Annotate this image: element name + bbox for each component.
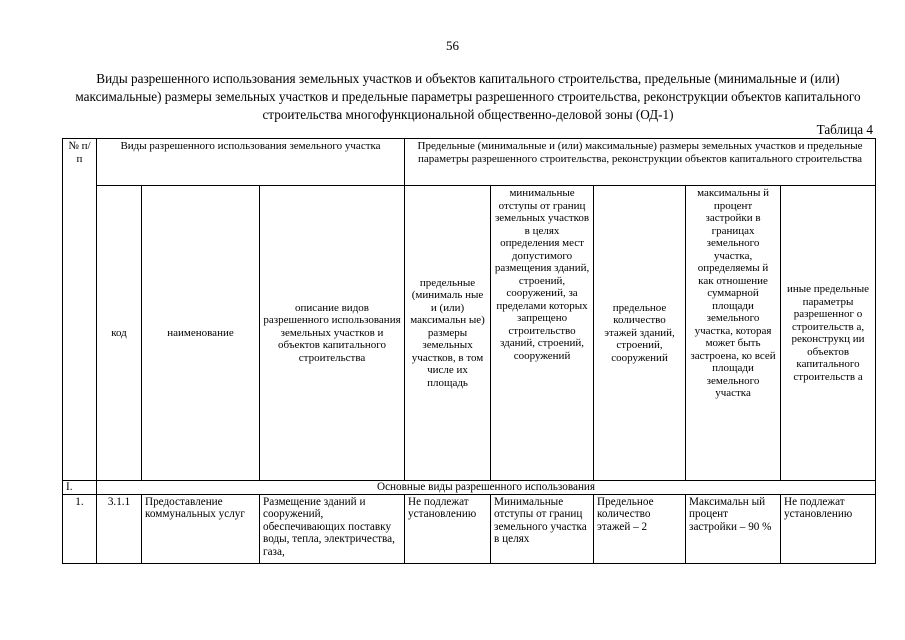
document-title: Виды разрешенного использования земельных участков и объектов капитального строительства, предельные (минимальные и (или) максимальные) размеры земельных участков и предельные параметры разрешенного строительства, реконструкции объектов капитального строительства многофункциональной общественно-деловой зоны (ОД-1): [75, 71, 861, 122]
section-title: Основные виды разрешенного использования: [97, 481, 876, 495]
header-num: № п/ п: [63, 139, 97, 481]
header-row-1: [63, 139, 876, 186]
row-size: Не подлежат установлению: [405, 494, 491, 563]
header-group-uses: Виды разрешенного использования земельного участка: [97, 139, 405, 186]
zoning-table: [62, 138, 876, 564]
row-coverage: Максимальн ый процент застройки – 90 %: [686, 494, 781, 563]
header-group-limits: Предельные (минимальные и (или) максимальные) размеры земельных участков и предельные параметры разрешенного строительства, реконструкции объектов капитального строительства: [405, 139, 876, 186]
table-label: Таблица 4: [816, 122, 873, 137]
header-description: описание видов разрешенного использования земельных участков и объектов капитального строительства: [260, 186, 405, 481]
page-number: 56: [446, 38, 459, 53]
header-floors: предельное количество этажей зданий, строений, сооружений: [594, 186, 686, 481]
row-setbacks: Минимальные отступы от границ земельного участка в целях: [491, 494, 594, 563]
header-code: код: [97, 186, 142, 481]
row-description: Размещение зданий и сооружений, обеспечивающих поставку воды, тепла, электричества, газа,: [260, 494, 405, 563]
row-floors: Предельное количество этажей – 2: [594, 494, 686, 563]
row-name: Предоставление коммунальных услуг: [142, 494, 260, 563]
header-coverage: максимальны й процент застройки в границах земельного участка, определяемы й как отношение суммарной площади земельного участка, которая может быть застроена, ко всей площади земельного участка: [686, 186, 781, 481]
table-row: [63, 494, 876, 563]
header-row-2: [63, 186, 876, 481]
header-setbacks: минимальные отступы от границ земельных участков в целях определения мест допустимого размещения зданий, строений, сооружений, за пределами которых запрещено строительство зданий, строений, сооружений: [491, 186, 594, 481]
header-other: иные предельные параметры разрешенног о строительств а, реконструкц ии объектов капитального строительств а: [781, 186, 876, 481]
header-size: предельные (минималь ные и (или) максимальн ые) размеры земельных участков, в том числе их площадь: [405, 186, 491, 481]
row-num: 1.: [63, 494, 97, 563]
header-name: наименование: [142, 186, 260, 481]
row-other: Не подлежат установлению: [781, 494, 876, 563]
section-num: I.: [63, 481, 97, 495]
row-code: 3.1.1: [97, 494, 142, 563]
section-row: [63, 481, 876, 495]
